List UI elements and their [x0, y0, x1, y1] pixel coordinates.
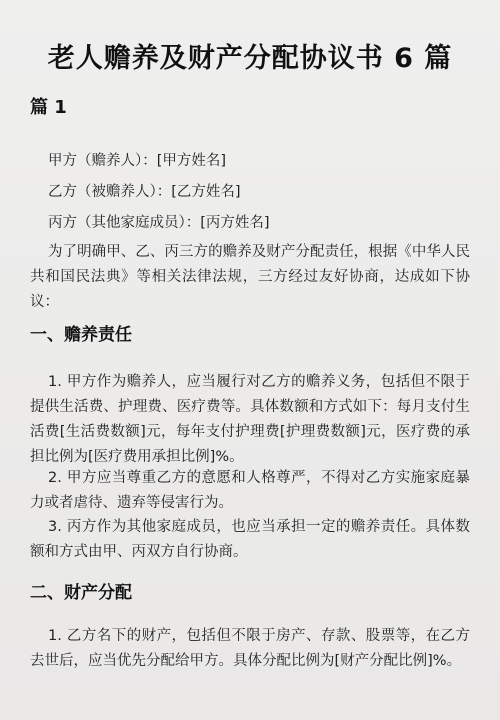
support-clause-2: 2. 甲方应当尊重乙方的意愿和人格尊严，不得对乙方实施家庭暴力或者虐待、遗弃等侵害行为。 — [30, 470, 470, 511]
article-heading: 篇 1 — [30, 97, 67, 118]
support-clause-1: 1. 甲方作为赡养人，应当履行对乙方的赡养义务，包括但不限于提供生活费、护理费、医疗费等。具体数额和方式如下：每月支付生活费[生活费数额]元，每年支付护理费[护理费数额]元，医疗费的承担比例为[医疗费用承担比例]%。 — [30, 374, 470, 465]
property-clause-1: 1. 乙方名下的财产，包括但不限于房产、存款、股票等，在乙方去世后，应当优先分配给甲方。具体分配比例为[财产分配比例]%。 — [30, 628, 470, 669]
party-a-line: 甲方（赡养人）：[甲方姓名] — [48, 153, 227, 169]
section-heading-property: 二、财产分配 — [30, 583, 132, 603]
party-c-line: 丙方（其他家庭成员）：[丙方姓名] — [48, 215, 270, 231]
document-title: 老人赡养及财产分配协议书 6 篇 — [47, 43, 453, 74]
intro-paragraph: 为了明确甲、乙、丙三方的赡养及财产分配责任，根据《中华人民共和国民法典》等相关法律法规，三方经过友好协商，达成如下协议： — [30, 244, 470, 310]
party-b-line: 乙方（被赡养人）：[乙方姓名] — [48, 184, 241, 200]
support-clause-3: 3. 丙方作为其他家庭成员，也应当承担一定的赡养责任。具体数额和方式由甲、丙双方自行协商。 — [30, 519, 470, 560]
section-heading-support: 一、赡养责任 — [30, 325, 132, 345]
